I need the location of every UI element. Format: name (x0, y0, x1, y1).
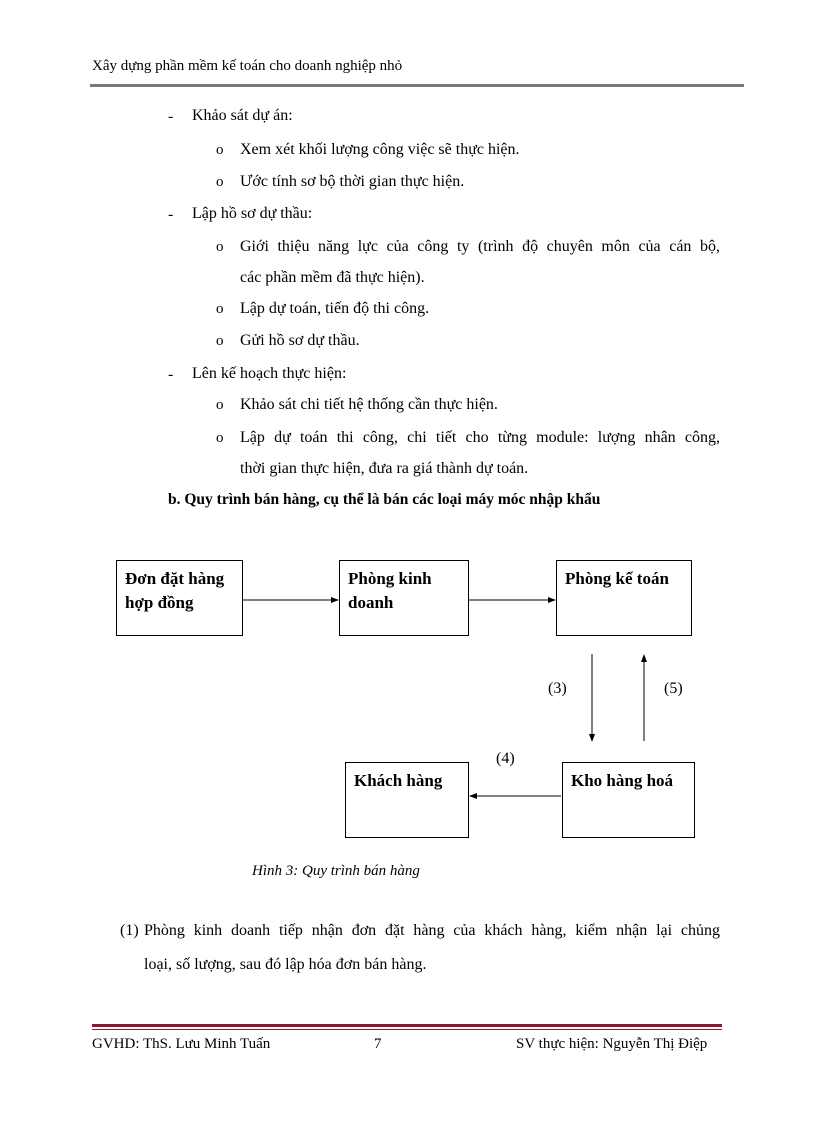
circle-bullet: o (216, 301, 224, 317)
list-item: Lập dự toán, tiến độ thi công. (240, 300, 430, 317)
list-item: Lập dự toán thi công, chi tiết cho từng module: lượng nhân công, (240, 429, 720, 446)
box-warehouse-label: Kho hàng hoá (571, 771, 674, 790)
box-customer-label: Khách hàng (354, 771, 443, 790)
section-label-bidding: Lập hồ sơ dự thầu: (192, 205, 313, 222)
paragraph-number: (1) (120, 922, 139, 939)
list-item-continuation: các phần mềm đã thực hiện). (240, 269, 425, 286)
dash-bullet: - (168, 108, 174, 125)
footer-divider (92, 1024, 722, 1027)
step-label-5: (5) (664, 680, 683, 697)
dash-bullet: - (168, 206, 174, 223)
box-accounting-dept (556, 560, 692, 636)
section-heading: b. Quy trình bán hàng, cụ thể là bán các loại máy móc nhập khẩu (168, 491, 601, 508)
box-order-contract-label: Đơn đặt hàng hợp đồng (125, 569, 225, 612)
box-order-contract (116, 560, 243, 636)
circle-bullet: o (216, 333, 224, 349)
list-item: Giới thiệu năng lực của công ty (trình độ chuyên môn của cán bộ, (240, 238, 720, 255)
circle-bullet: o (216, 430, 224, 446)
footer-divider-thin (92, 1029, 722, 1030)
page-number: 7 (374, 1036, 382, 1052)
box-customer (345, 762, 469, 838)
circle-bullet: o (216, 142, 224, 158)
step-label-4: (4) (496, 750, 515, 767)
list-item: Gửi hồ sơ dự thầu. (240, 332, 360, 349)
paragraph-line: Phòng kinh doanh tiếp nhận đơn đặt hàng của khách hàng, kiểm nhận lại chủng (144, 922, 720, 939)
list-item: Xem xét khối lượng công việc sẽ thực hiện. (240, 141, 520, 158)
box-warehouse (562, 762, 695, 838)
list-item: Khảo sát chi tiết hệ thống cần thực hiện. (240, 396, 498, 413)
header-title: Xây dựng phần mềm kế toán cho doanh nghiệp nhỏ (92, 58, 403, 74)
circle-bullet: o (216, 397, 224, 413)
list-item: Ước tính sơ bộ thời gian thực hiện. (240, 173, 465, 190)
dash-bullet: - (168, 366, 174, 383)
list-item-continuation: thời gian thực hiện, đưa ra giá thành dự toán. (240, 460, 529, 477)
footer-supervisor: GVHD: ThS. Lưu Minh Tuấn (92, 1036, 271, 1052)
box-sales-dept-label: Phòng kinh doanh (348, 569, 432, 612)
step-label-3: (3) (548, 680, 567, 697)
paragraph-line: loại, số lượng, sau đó lập hóa đơn bán hàng. (144, 956, 427, 973)
footer-student: SV thực hiện: Nguyễn Thị Điệp (516, 1036, 708, 1052)
figure-caption: Hình 3: Quy trình bán hàng (252, 863, 420, 879)
section-label-plan: Lên kế hoạch thực hiện: (192, 365, 347, 382)
box-accounting-dept-label: Phòng kế toán (565, 569, 669, 588)
circle-bullet: o (216, 174, 224, 190)
box-sales-dept (339, 560, 469, 636)
circle-bullet: o (216, 239, 224, 255)
section-label-survey: Khảo sát dự án: (192, 107, 293, 124)
